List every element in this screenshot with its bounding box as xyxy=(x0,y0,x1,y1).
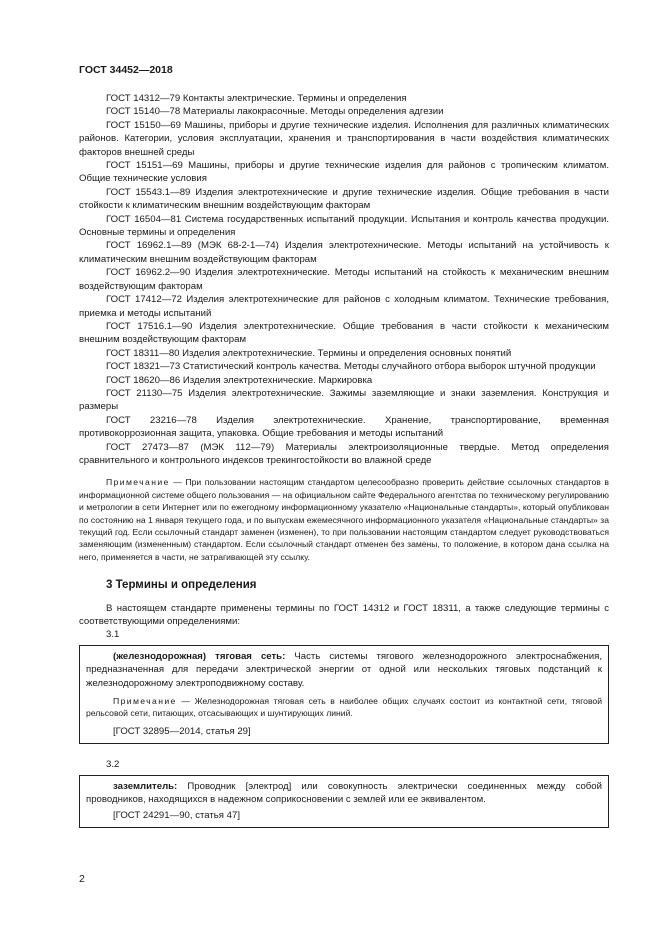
reference-item: ГОСТ 23216—78 Изделия электротехнические. Хранение, транспортирование, временная противокоррозионная защита, упаковка. Общие требования и методы испытаний xyxy=(79,414,609,440)
reference-item: ГОСТ 14312—79 Контакты электрические. Термины и определения xyxy=(106,93,407,104)
reference-item: ГОСТ 18311—80 Изделия электротехнические. Термины и определения основных понятий xyxy=(106,347,512,359)
reference-item: ГОСТ 18620—86 Изделия электротехнические. Маркировка xyxy=(106,374,373,386)
term-box xyxy=(79,775,609,828)
page-number: 2 xyxy=(79,873,85,885)
page-content xyxy=(79,92,609,828)
term-number: 3.1 xyxy=(106,629,120,641)
reference-item: ГОСТ 17412—72 Изделия электротехнические для районов с холодным климатом. Технические требования, приемка и методы испытаний xyxy=(79,294,609,319)
term-definition xyxy=(86,650,602,690)
reference-item: ГОСТ 16962.2—90 Изделия электротехнические. Методы испытаний на стойкость к механическим внешним воздействующим факторам xyxy=(79,267,609,292)
term-note-text: — Железнодорожная тяговая сеть в наиболее общих случаях состоит из контактной сети, тяговой рельсовой сети, питающих, отсасывающих и шунтирующих линий. xyxy=(86,696,602,719)
normative-references-list xyxy=(79,92,609,467)
term-source: [ГОСТ 24291—90, статья 47] xyxy=(113,809,240,821)
term-source: [ГОСТ 32895—2014, статья 29] xyxy=(113,725,251,737)
reference-item: ГОСТ 15150—69 Машины, приборы и другие технические изделия. Исполнения для различных климатических районов. Категории, условия эксплуатации, хранения и транспортирования в части воздействия климатических факторов внешней среды xyxy=(79,119,609,158)
reference-item: ГОСТ 18321—73 Статистический контроль качества. Методы случайного отбора выборок штучной продукции xyxy=(106,361,596,373)
reference-item: ГОСТ 16962.1—89 (МЭК 68-2-1—74) Изделия электротехнические. Методы испытаний на устойчивость к климатическим внешним воздействующим факторам xyxy=(79,240,609,265)
reference-item: ГОСТ 15543.1—89 Изделия электротехнические и другие технические изделия. Общие требования в части стойкости к климатическим внешним воздействующим факторам xyxy=(79,186,609,212)
section-intro: В настоящем стандарте применены термины по ГОСТ 14312 и ГОСТ 18311, а также следующие термины с соответствующими определениями: xyxy=(79,602,609,628)
reference-item: ГОСТ 16504—81 Система государственных испытаний продукции. Испытания и контроль качества продукции. Основные термины и определения xyxy=(79,213,609,239)
section-heading: 3 Термины и определения xyxy=(106,579,257,592)
note-text: — При пользовании настоящим стандартом целесообразно проверить действие ссылочных стандартов в информационной системе общего пользования — на официальном сайте Федерального агентства по техническому регулированию и метрологии в сети Интернет или по ежегодному информационному указателю «Национальные стандарты», который опубликован по состоянию на 1 января текущего года, и по выпускам ежемесячного информационного указателя «Национальные стандарты» за текущий год. Если ссылочный стандарт заменен (изменен), то при пользовании настоящим стандартом следует руководствоваться заменяющим (измененным) стандартом. Если ссылочный стандарт отменен без замены, то положение, в котором дана ссылка на него, применяется в части, не затрагивающей эту ссылку. xyxy=(79,477,609,562)
reference-item: ГОСТ 27473—87 (МЭК 112—79) Материалы электроизоляционные твердые. Метод определения сравнительного и контрольного индексов трекингостойкости во влажной среде xyxy=(79,441,609,466)
term-number: 3.2 xyxy=(106,759,120,771)
references-note xyxy=(79,476,609,563)
term-definition-text: Часть системы тягового железнодорожного электроснабжения, предназначенная для передачи электрической энергии от одной или нескольких тяговых подстанций к железнодорожному электроподвижному составу. xyxy=(86,650,602,689)
document-header: ГОСТ 34452—2018 xyxy=(79,64,173,76)
reference-item: ГОСТ 15140—78 Материалы лакокрасочные. Методы определения адгезии xyxy=(106,106,444,118)
term-name: (железнодорожная) тяговая сеть: xyxy=(113,650,286,662)
term-note xyxy=(86,695,602,720)
term-name: заземлитель: xyxy=(113,780,178,792)
term-note-label: Примечание xyxy=(113,696,177,707)
reference-item: ГОСТ 15151—69 Машины, приборы и другие технические изделия для районов с тропическим климатом. Общие технические условия xyxy=(79,160,609,185)
term-definition-text: Проводник [электрод] или совокупность электрически соединенных между собой проводников, находящихся в надежном соприкосновении с землей или ее эквивалентом. xyxy=(86,780,602,806)
reference-item: ГОСТ 17516.1—90 Изделия электротехнические. Общие требования в части стойкости к механическим внешним воздействующим факторам xyxy=(79,320,609,346)
term-definition xyxy=(86,780,602,807)
note-label: Примечание xyxy=(106,477,170,488)
reference-item: ГОСТ 21130—75 Изделия электротехнические. Зажимы заземляющие и знаки заземления. Конструкция и размеры xyxy=(79,387,609,413)
term-box xyxy=(79,645,609,744)
